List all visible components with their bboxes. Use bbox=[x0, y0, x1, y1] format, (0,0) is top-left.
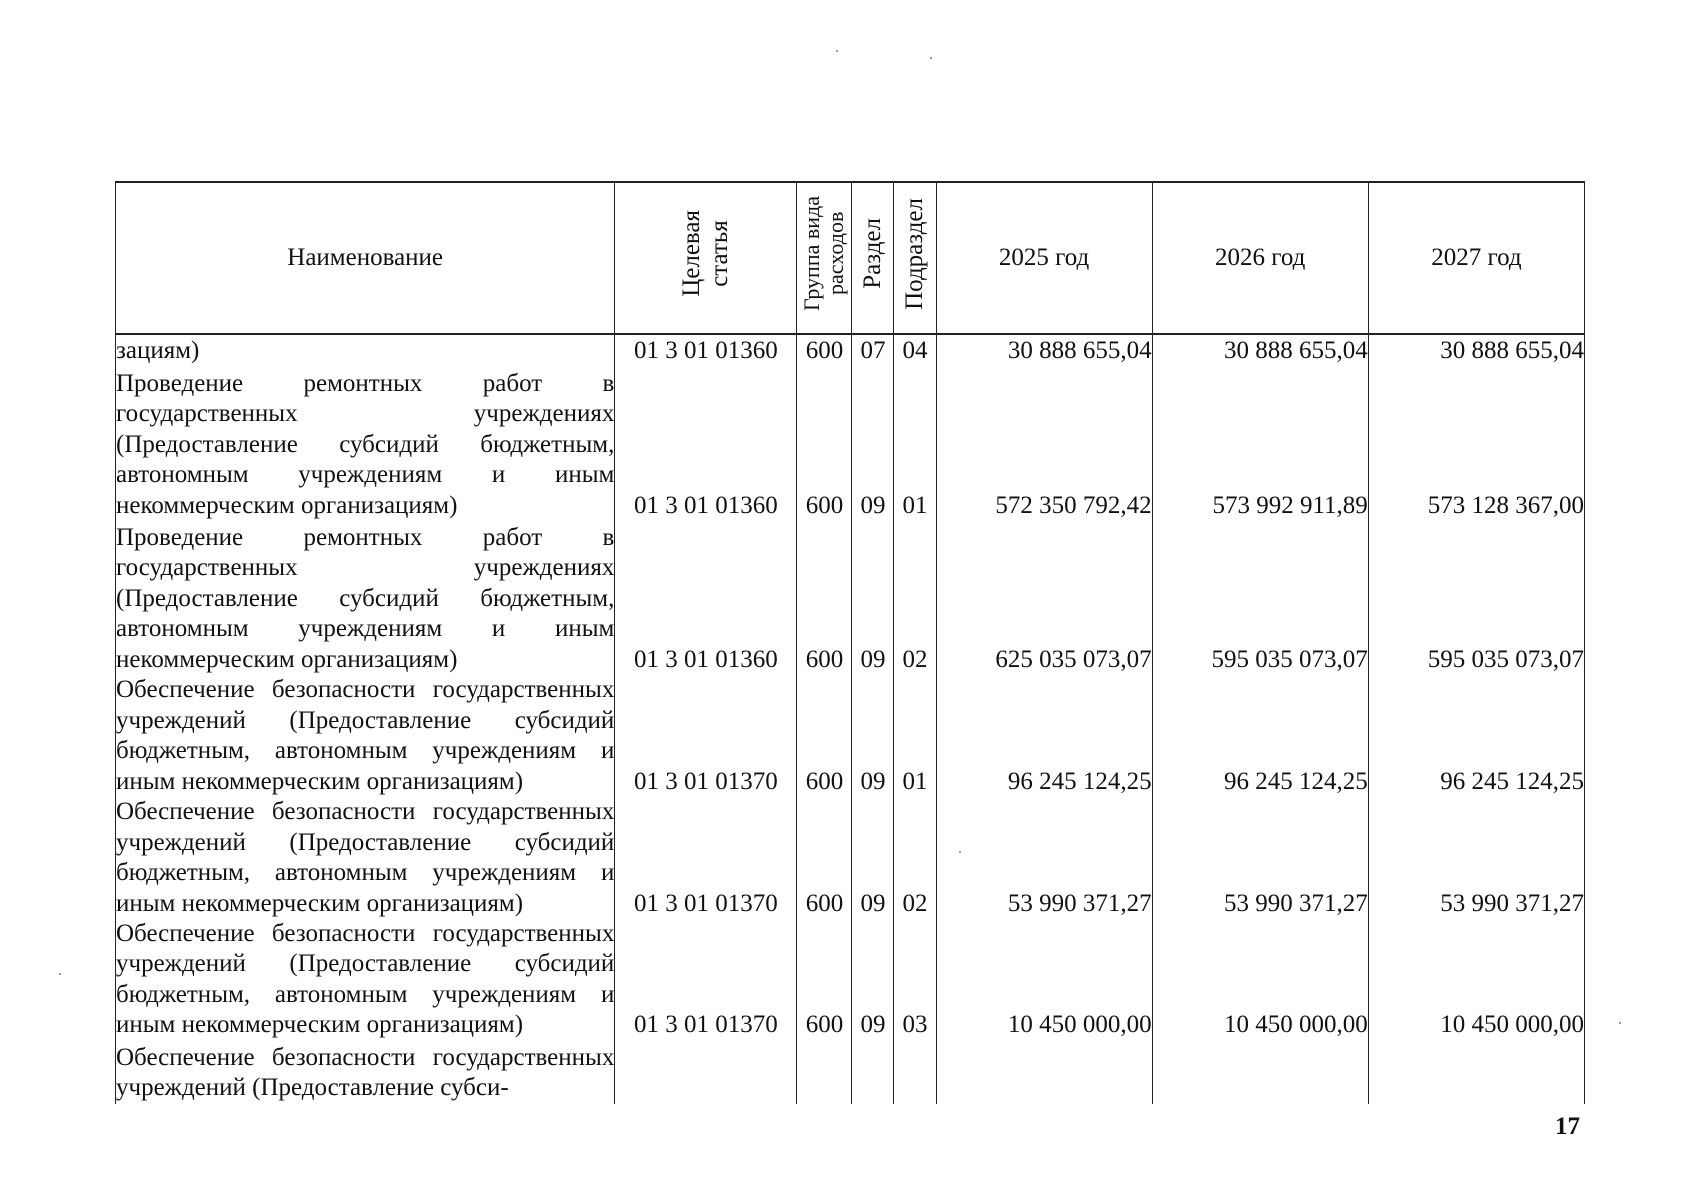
row-subsection: 01 bbox=[894, 675, 936, 797]
row-amount-2026: 53 990 371,27 bbox=[1152, 797, 1368, 919]
row-section: 09 bbox=[852, 366, 894, 521]
header-year-2026: 2026 год bbox=[1152, 182, 1368, 334]
row-section: 09 bbox=[852, 521, 894, 675]
row-expense-group: 600 bbox=[797, 366, 852, 521]
row-amount-2027: 30 888 655,04 bbox=[1368, 334, 1584, 366]
row-amount-2027: 10 450 000,00 bbox=[1368, 919, 1584, 1041]
row-name: Обеспечение безопасности государственных учреждений (Предоставление субси- bbox=[116, 1041, 615, 1104]
row-expense-group: 600 bbox=[797, 919, 852, 1041]
header-name: Наименование bbox=[116, 182, 615, 334]
table-row bbox=[116, 366, 1585, 521]
row-name: Проведение ремонтных работ в государственных учреждениях (Предоставление субсидий бюджетным, автономным учреждениям и иным некоммерческим организациям) bbox=[116, 366, 615, 521]
row-amount-2026: 573 992 911,89 bbox=[1152, 366, 1368, 521]
row-subsection: 02 bbox=[894, 521, 936, 675]
table-row bbox=[116, 334, 1585, 366]
table-row bbox=[116, 675, 1585, 797]
row-expense-group: 600 bbox=[797, 334, 852, 366]
header-target-article: Целевая статья bbox=[615, 182, 797, 334]
row-subsection: 04 bbox=[894, 334, 936, 366]
row-amount-2025: 53 990 371,27 bbox=[936, 797, 1152, 919]
row-amount-2027 bbox=[1368, 1041, 1584, 1104]
scan-speck bbox=[836, 50, 838, 52]
row-amount-2025: 625 035 073,07 bbox=[936, 521, 1152, 675]
row-section: 07 bbox=[852, 334, 894, 366]
header-section: Раздел bbox=[852, 182, 894, 334]
row-target-article: 01 3 01 01370 bbox=[615, 797, 797, 919]
row-expense-group: 600 bbox=[797, 675, 852, 797]
row-amount-2027: 573 128 367,00 bbox=[1368, 366, 1584, 521]
row-name: Обеспечение безопасности государственных учреждений (Предоставление субсидий бюджетным, автономным учреждениям и иным некоммерческим организациям) bbox=[116, 919, 615, 1041]
row-target-article: 01 3 01 01360 bbox=[615, 521, 797, 675]
page-number: 17 bbox=[1555, 1113, 1580, 1140]
row-amount-2027: 53 990 371,27 bbox=[1368, 797, 1584, 919]
table-body bbox=[116, 334, 1585, 1104]
header-subsection: Подраздел bbox=[894, 182, 936, 334]
row-target-article bbox=[615, 1041, 797, 1104]
row-amount-2025: 96 245 124,25 bbox=[936, 675, 1152, 797]
row-expense-group bbox=[797, 1041, 852, 1104]
table-row bbox=[116, 521, 1585, 675]
row-name: зациям) bbox=[116, 334, 615, 366]
row-subsection: 03 bbox=[894, 919, 936, 1041]
header-year-2025: 2025 год bbox=[936, 182, 1152, 334]
table-row bbox=[116, 797, 1585, 919]
row-amount-2026: 30 888 655,04 bbox=[1152, 334, 1368, 366]
scan-speck bbox=[930, 57, 932, 59]
row-amount-2025: 572 350 792,42 bbox=[936, 366, 1152, 521]
row-amount-2026 bbox=[1152, 1041, 1368, 1104]
scan-speck bbox=[1619, 1022, 1621, 1024]
row-section bbox=[852, 1041, 894, 1104]
row-target-article: 01 3 01 01360 bbox=[615, 366, 797, 521]
scan-speck bbox=[959, 851, 961, 853]
header-year-2027: 2027 год bbox=[1368, 182, 1584, 334]
row-section: 09 bbox=[852, 919, 894, 1041]
row-amount-2026: 10 450 000,00 bbox=[1152, 919, 1368, 1041]
row-amount-2026: 96 245 124,25 bbox=[1152, 675, 1368, 797]
table-header-row bbox=[116, 182, 1585, 334]
budget-table bbox=[115, 181, 1585, 1104]
row-target-article: 01 3 01 01370 bbox=[615, 675, 797, 797]
row-name: Обеспечение безопасности государственных учреждений (Предоставление субсидий бюджетным, автономным учреждениям и иным некоммерческим организациям) bbox=[116, 797, 615, 919]
row-subsection: 01 bbox=[894, 366, 936, 521]
table-row bbox=[116, 1041, 1585, 1104]
table-row bbox=[116, 919, 1585, 1041]
row-section: 09 bbox=[852, 797, 894, 919]
row-target-article: 01 3 01 01360 bbox=[615, 334, 797, 366]
scan-speck bbox=[59, 973, 61, 975]
row-amount-2025: 30 888 655,04 bbox=[936, 334, 1152, 366]
budget-table-page bbox=[115, 181, 1585, 1104]
row-name: Обеспечение безопасности государственных учреждений (Предоставление субсидий бюджетным, автономным учреждениям и иным некоммерческим организациям) bbox=[116, 675, 615, 797]
header-expense-group: Группа вида расходов bbox=[797, 182, 852, 334]
row-expense-group: 600 bbox=[797, 521, 852, 675]
row-amount-2027: 96 245 124,25 bbox=[1368, 675, 1584, 797]
row-subsection: 02 bbox=[894, 797, 936, 919]
row-name: Проведение ремонтных работ в государственных учреждениях (Предоставление субсидий бюджетным, автономным учреждениям и иным некоммерческим организациям) bbox=[116, 521, 615, 675]
row-section: 09 bbox=[852, 675, 894, 797]
row-amount-2026: 595 035 073,07 bbox=[1152, 521, 1368, 675]
row-amount-2025 bbox=[936, 1041, 1152, 1104]
row-amount-2027: 595 035 073,07 bbox=[1368, 521, 1584, 675]
row-expense-group: 600 bbox=[797, 797, 852, 919]
row-subsection bbox=[894, 1041, 936, 1104]
row-amount-2025: 10 450 000,00 bbox=[936, 919, 1152, 1041]
row-target-article: 01 3 01 01370 bbox=[615, 919, 797, 1041]
